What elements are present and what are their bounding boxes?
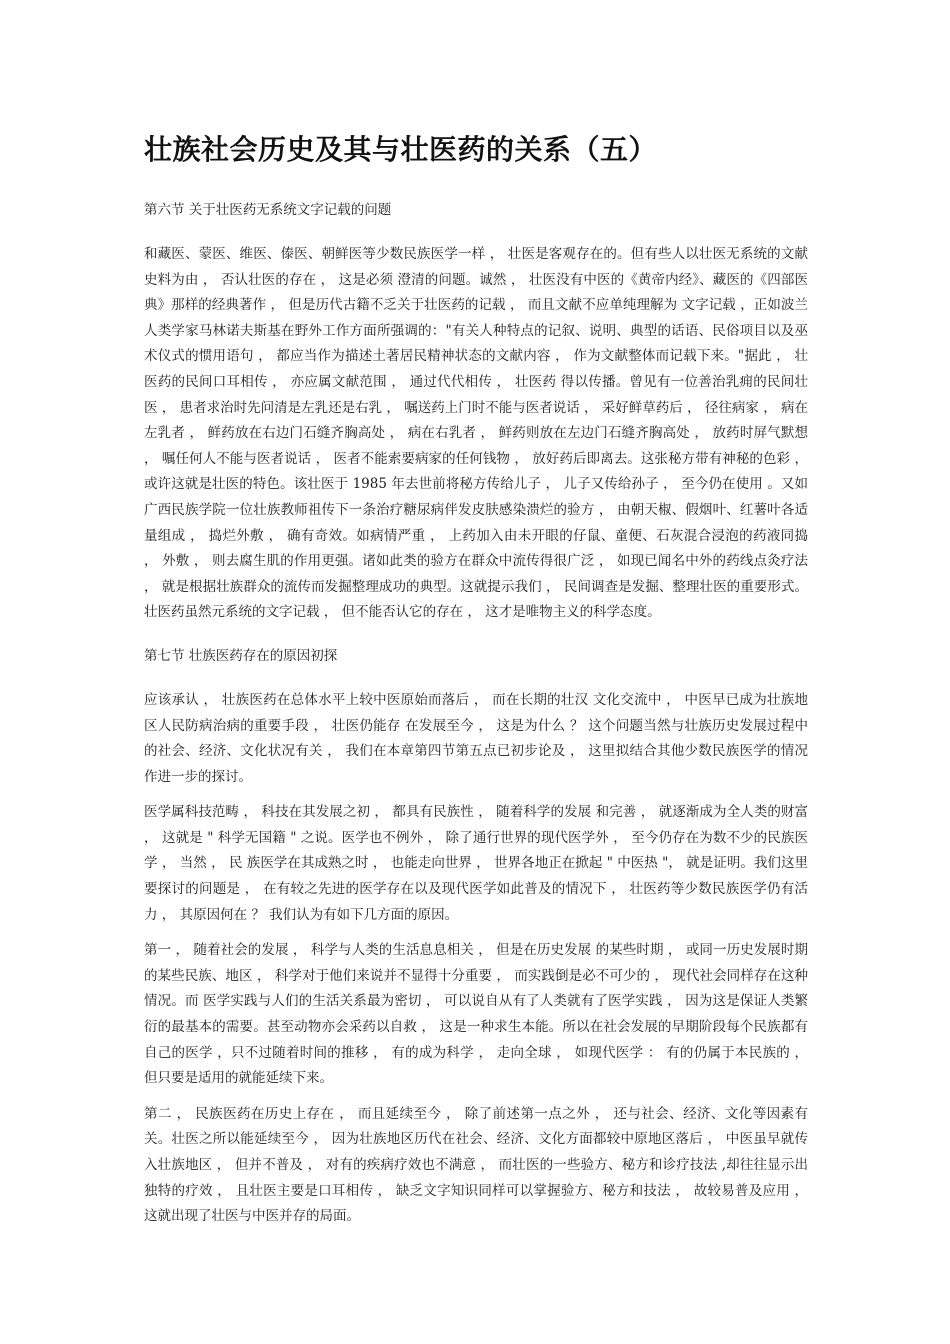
body-paragraph: 第一 ， 随着社会的发展 ， 科学与人类的生活息息相关 ， 但是在历史发展 的某些时期 ， 或同一历史发展时期的某些民族、地区 ， 科学对于他们来说并不显得十分重要 ， 而实践倒是必不可少的 ， 现代社会同样存在这种情况。而 医学实践与人们的生活关系最为密切 ， 可以说自从有了人类就有了医学实践 ， 因为这是保证人类繁衍的最基本的需要。甚至动物亦会采药以自救 ， 这是一种求生本能。所以在社会发展的早期阶段每个民族都有自己的医学 ，只不过随着时间的推移 ， 有的成为科学 ， 走向全球 ， 如现代医学 ： 有的仍属于本民族的 ， 但只要是适用的就能延续下来。 — [144, 942, 808, 1087]
section-6 — [144, 198, 808, 626]
section-7 — [144, 644, 808, 1230]
body-paragraph: 第二 ， 民族医药在历史上存在 ， 而且延续至今 ， 除了前述第一点之外 ， 还与社会、经济、文化等因素有关。壮医之所以能延续至今 ， 因为壮族地区历代在社会、经济、文化方面都较中原地区落后 ， 中医虽早就传入壮族地区 ， 但并不普及 ， 对有的疾病疗效也不满意 ， 而壮医的一些验方、秘方和诊疗技法 ,却往往显示出独特的疗效 ， 且壮医主要是口耳相传 ， 缺乏文字知识同样可以掌握验方、秘方和技法 ， 故较易普及应用 ， 这就出现了壮医与中医并存的局面。 — [144, 1105, 808, 1225]
body-paragraph: 应该承认 ， 壮族医药在总体水平上较中医原始而落后 ， 而在长期的壮汉 文化交流中 ， 中医早已成为壮族地区人民防病治病的重要手段 ， 壮医仍能存 在发展至今 ， 这是为什么 ？ 这个问题当然与壮族历史发展过程中的社会、经济、文化状况有关 ， 我们在本章第四节第五点已初步论及 ， 这里拟结合其他少数民族医学的情况作进一步的探讨。 — [144, 691, 808, 785]
document-page — [144, 128, 808, 1240]
section-heading: 第七节 壮族医药存在的原因初探 — [144, 647, 338, 664]
page-title: 壮族社会历史及其与壮医药的关系（五） — [144, 133, 658, 166]
body-paragraph: 医学属科技范畴 ， 科技在其发展之初 ， 都具有民族性 ， 随着科学的发展 和完善 ， 就逐渐成为全人类的财富 ， 这就是 " 科学无国籍 " 之说。医学也不例外 ， 除了通行世界的现代医学外 ， 至今仍存在为数不少的民族医学 ， 当然 ， 民 族医学在其成熟之时 ， 也能走向世界 ， 世界各地正在掀起 " 中医热 "， 就是证明。我们这里要探讨的问题是 ， 在有较之先进的医学存在以及现代医学如此普及的情况下 ， 壮医药等少数民族医学仍有活力 ， 其原因何在 ？ 我们认为有如下几方面的原因。 — [144, 804, 808, 923]
body-paragraph: 和藏医、蒙医、维医、傣医、朝鲜医等少数民族医学一样 ， 壮医是客观存在的。但有些人以壮医无系统的文献史料为由 ， 否认壮医的存在 ， 这是必须 澄清的问题。诚然 ， 壮医没有中医的《黄帝内经》、藏医的《四部医典》那样的经典著作 ， 但是历代古籍不乏关于壮医药的记载 ， 而且文献不应单纯理解为 文字记载 ，正如波兰人类学家马林诺夫斯基在野外工作方面所强调的："有关人种特点的记叙、说明、典型的话语、民俗项目以及巫术仪式的惯用语句 ， 都应当作为描述土著居民精神状态的文献内容 ， 作为文献整体而记载下来。"据此 ， 壮医药的民间口耳相传 ， 亦应属文献范围 ， 通过代代相传 ， 壮医药 得以传播。曾见有一位善治乳痈的民间壮医 ， 患者求治时先问清是左乳还是右乳 ， 嘱送药上门时不能与医者说话 ， 采好鲜草药后 ， 径往病家 ， 病在左乳者 ， 鲜药放在右边门石缝齐胸高处 ， 病在右乳者 ， 鲜药则放在左边门石缝齐胸高处 ， 放药时屏气默想 ， 嘱任何人不能与医者说话 ， 医者不能索要病家的任何钱物 ， 放好药后即离去。这张秘方带有神秘的色彩 ， 或许这就是壮医的特色。该壮医于 1985 年去世前将秘方传给儿子 ， 儿子又传给孙子 ， 至今仍在使用 。又如广西民族学院一位壮族教师祖传下一条治疗糖尿病伴发皮肤感染溃烂的验方 ， 由朝天椒、假烟叶、红薯叶各适量组成 ， 捣烂外敷 ， 确有奇效。如病情严重 ， 上药加入由未开眼的仔鼠、童便、石灰混合浸泡的药液同捣 ， 外敷 ， 则去腐生肌的作用更强。诸如此类的验方在群众中流传得很广泛 ， 如现已闻名中外的药线点灸疗法 ， 就是根据壮族群众的流传而发掘整理成功的典型。这就提示我们 ， 民间调查是发掘、整理壮医的重要形式。壮医药虽然元系统的文字记载 ， 但不能否认它的存在 ， 这才是唯物主义的科学态度。 — [144, 246, 808, 621]
section-heading: 第六节 关于壮医药无系统文字记载的问题 — [144, 202, 392, 218]
